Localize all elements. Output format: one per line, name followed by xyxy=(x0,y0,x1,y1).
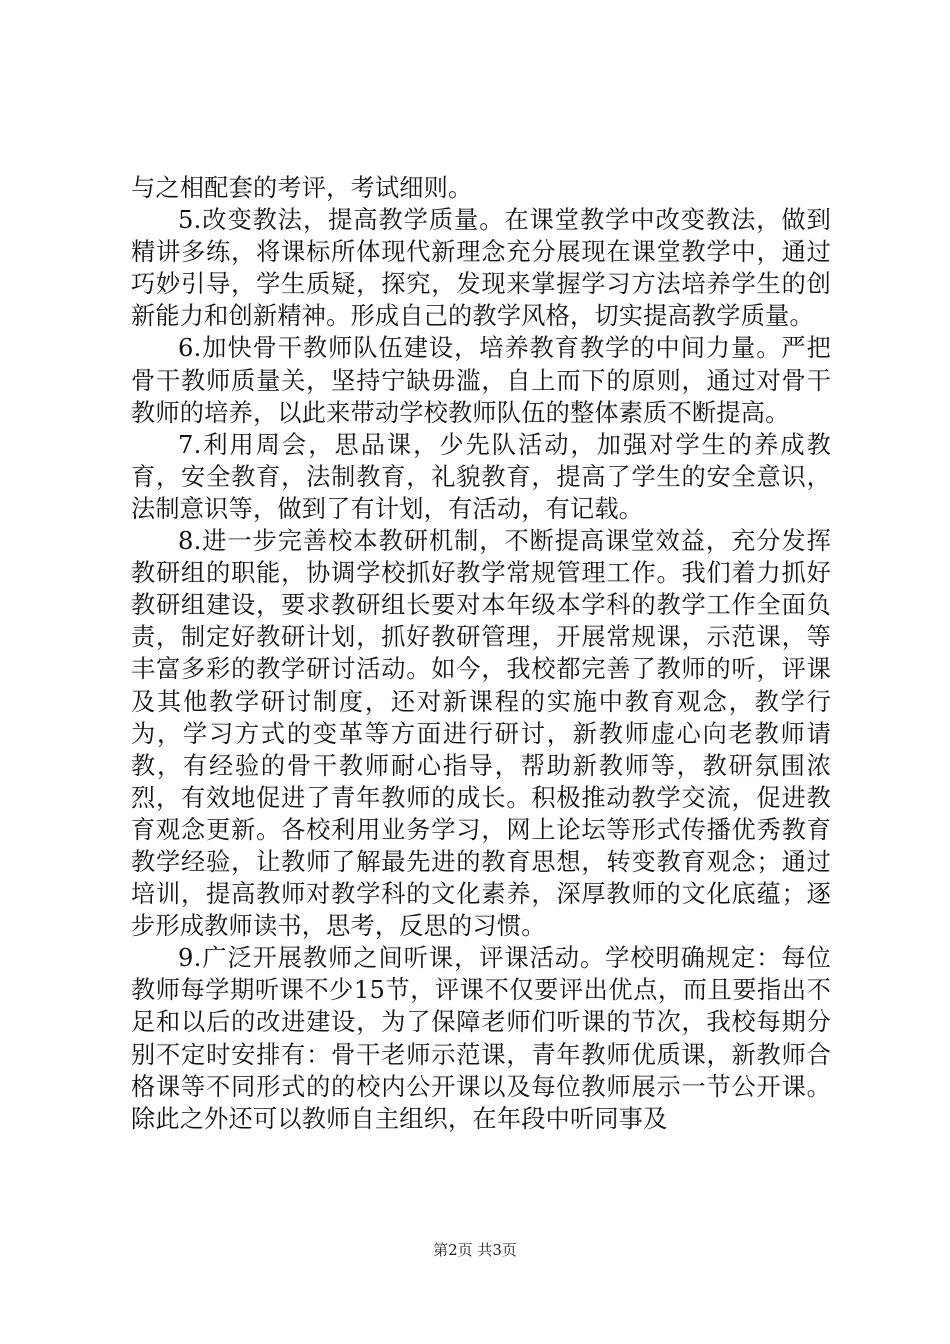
paragraph-item-8: 8.进一步完善校本教研机制，不断提高课堂效益，充分发挥教研组的职能，协调学校抓好教学常规管理工作。我们着力抓好教研组建设，要求教研组长要对本年级本学科的教学工作全面负责，制定好教研计划，抓好教研管理，开展常规课，示范课，等丰富多彩的教学研讨活动。如今，我校都完善了教师的听，评课及其他教学研讨制度，还对新课程的实施中教育观念，教学行为，学习方式的变革等方面进行研讨，新教师虚心向老教师请教，有经验的骨干教师耐心指导，帮助新教师等，教研氛围浓烈，有效地促进了青年教师的成长。积极推动教学交流，促进教育观念更新。各校利用业务学习，网上论坛等形式传播优秀教育教学经验，让教师了解最先进的教育思想，转变教育观念；通过培训，提高教师对教学科的文化素养，深厚教师的文化底蕴；逐步形成教师读书，思考，反思的习惯。 xyxy=(131,527,831,941)
document-body xyxy=(131,172,831,1135)
paragraph-continuation: 与之相配套的考评，考试细则。 xyxy=(131,174,473,202)
paragraph-item-7: 7.利用周会，思品课，少先队活动，加强对学生的养成教育，安全教育，法制教育，礼貌教育，提高了学生的安全意识，法制意识等，做到了有计划，有活动，有记载。 xyxy=(131,430,831,523)
paragraph-item-5: 5.改变教法，提高教学质量。在课堂教学中改变教法，做到精讲多练，将课标所体现代新理念充分展现在课堂教学中，通过巧妙引导，学生质疑，探究，发现来掌握学习方法培养学生的创新能力和创新精神。形成自己的教学风格，切实提高教学质量。 xyxy=(131,206,831,331)
paragraph-item-6: 6.加快骨干教师队伍建设，培养教育教学的中间力量。严把骨干教师质量关，坚持宁缺毋滥，自上而下的原则，通过对骨干教师的培养，以此来带动学校教师队伍的整体素质不断提高。 xyxy=(131,334,831,427)
page-footer: 第2页 共3页 xyxy=(433,1241,517,1259)
paragraph-item-9: 9.广泛开展教师之间听课，评课活动。学校明确规定：每位教师每学期听课不少15节，评课不仅要评出优点，而且要指出不足和以后的改进建设，为了保障老师们听课的节次，我校每期分别不定时安排有：骨干老师示范课，青年教师优质课，新教师合格课等不同形式的的校内公开课以及每位教师展示一节公开课。除此之外还可以教师自主组织，在年段中听同事及 xyxy=(131,944,831,1133)
